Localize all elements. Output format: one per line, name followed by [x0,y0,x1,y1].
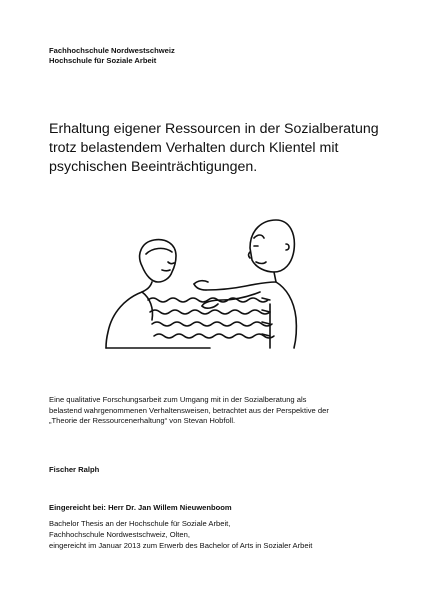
thesis-info-line-3: eingereicht im Januar 2013 zum Erwerb des Bachelor of Arts in Sozialer Arbeit [49,541,313,550]
thesis-title [49,120,399,177]
tension-waves [148,298,274,338]
author-name: Fischer Ralph [49,465,100,474]
school-name: Hochschule für Soziale Arbeit [49,56,157,65]
abstract [49,395,409,427]
abstract-line-3: „Theorie der Ressourcenerhaltung“ von Stevan Hobfoll. [49,416,236,426]
thesis-info [49,518,409,551]
title-line-2: trotz belastendem Verhalten durch Klientel mit [49,140,339,156]
thesis-info-line-2: Fachhochschule Nordwestschweiz, Olten, [49,530,190,539]
abstract-line-2: belastend wahrgenommenen Verhaltensweisen, betrachtet aus der Perspektive der [49,405,329,415]
institution-block [49,46,175,66]
title-line-1: Erhaltung eigener Ressourcen in der Sozialberatung [49,121,379,137]
institution-name: Fachhochschule Nordwestschweiz [49,46,175,55]
supervisor-line: Eingereicht bei: Herr Dr. Jan Willem Nieuwenboom [49,503,232,512]
abstract-line-1: Eine qualitative Forschungsarbeit zum Umgang mit in der Sozialberatung als [49,395,307,404]
thesis-info-line-1: Bachelor Thesis an der Hochschule für Soziale Arbeit, [49,519,231,528]
counselor-figure [194,220,296,348]
client-figure [106,240,210,348]
counseling-illustration [90,208,312,350]
title-line-3: psychischen Beeinträchtigungen. [49,159,258,175]
